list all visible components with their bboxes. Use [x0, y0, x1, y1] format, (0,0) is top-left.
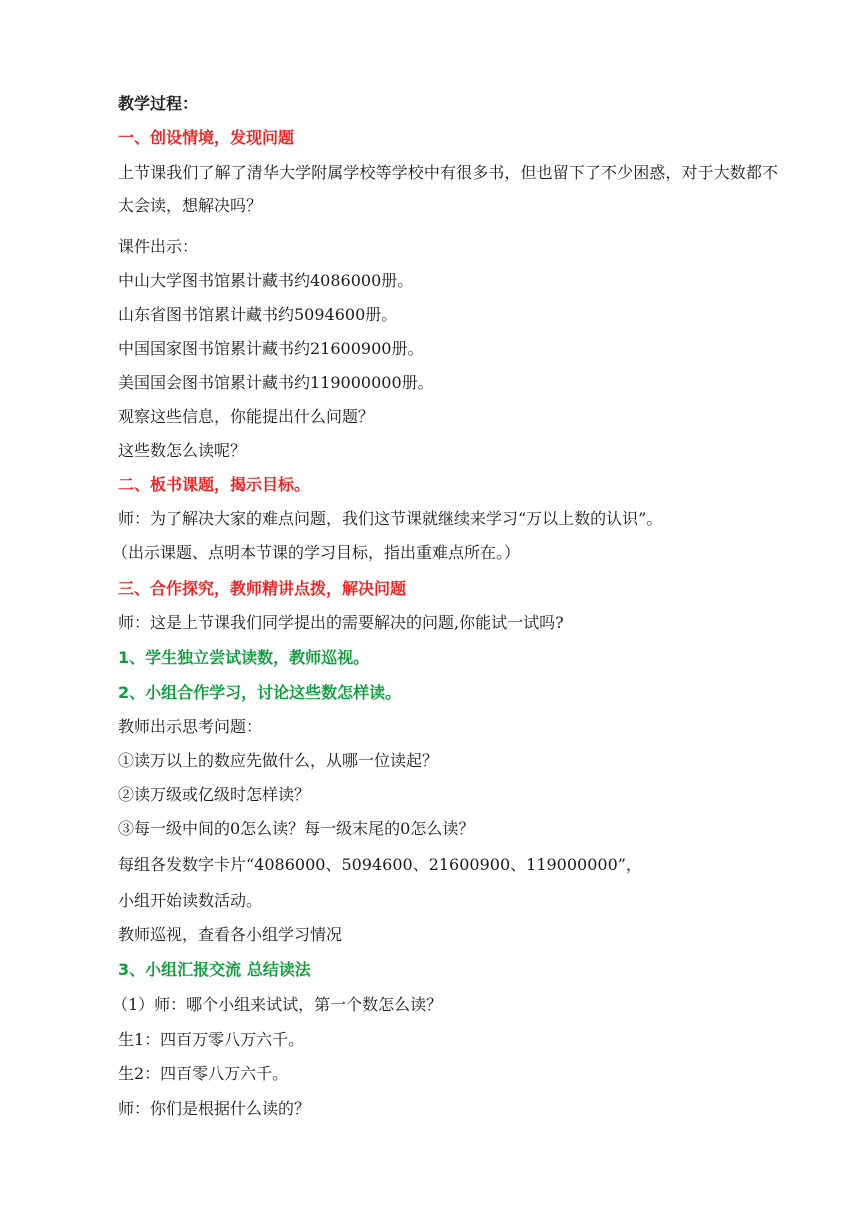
fact-line-1: 中山大学图书馆累计藏书约4086000册。 — [118, 271, 414, 290]
question-line-1: 观察这些信息，你能提出什么问题？ — [118, 407, 375, 426]
step3-heading: 3、小组汇报交流 总结读法 — [118, 960, 311, 979]
question-line-2: 这些数怎么读呢？ — [118, 441, 247, 460]
section2-note: （出示课题、点明本节课的学习目标，指出重难点所在。） — [112, 543, 521, 562]
fact-line-3: 中国国家图书馆累计藏书约21600900册。 — [118, 339, 424, 358]
dialogue-line-3: 生2：四百零八万六千。 — [118, 1064, 289, 1083]
courseware-label: 课件出示： — [118, 237, 199, 256]
section2-heading: 二、板书课题，揭示目标。 — [118, 475, 311, 494]
section3-heading: 三、合作探究，教师精讲点拨，解决问题 — [118, 579, 407, 598]
think-question-3: ③每一级中间的0怎么读？每一级末尾的0怎么读？ — [118, 819, 475, 838]
step1-heading: 1、学生独立尝试读数，教师巡视。 — [118, 648, 370, 667]
activity-line: 小组开始读数活动。 — [118, 891, 263, 910]
section2-teacher-line: 师：为了解决大家的难点问题，我们这节课就继续来学习“万以上数的认识”。 — [118, 509, 663, 528]
patrol-line: 教师巡视，查看各小组学习情况 — [118, 925, 343, 944]
prompt-label: 教师出示思考问题： — [118, 717, 263, 736]
lesson-process-title: 教学过程： — [118, 94, 199, 113]
think-question-1: ①读万以上的数应先做什么，从哪一位读起？ — [118, 751, 439, 770]
section1-intro: 上节课我们了解了清华大学附属学校等学校中有很多书，但也留下了不少困惑，对于大数都不太会读，想解决吗？ — [118, 163, 778, 215]
dialogue-line-2: 生1：四百万零八万六千。 — [118, 1030, 305, 1049]
section3-teacher-line: 师：这是上节课我们同学提出的需要解决的问题,你能试一试吗? — [118, 613, 564, 632]
dialogue-line-1: （1）师：哪个小组来试试，第一个数怎么读？ — [112, 995, 443, 1014]
dialogue-line-4: 师：你们是根据什么读的？ — [118, 1099, 311, 1118]
cards-line: 每组各发数字卡片“4086000、5094600、21600900、119000000”， — [118, 855, 642, 874]
fact-line-2: 山东省图书馆累计藏书约5094600册。 — [118, 305, 398, 324]
step2-heading: 2、小组合作学习，讨论这些数怎样读。 — [118, 683, 402, 702]
section1-heading: 一、创设情境，发现问题 — [118, 128, 295, 147]
fact-line-4: 美国国会图书馆累计藏书约119000000册。 — [118, 373, 434, 392]
think-question-2: ②读万级或亿级时怎样读？ — [118, 785, 311, 804]
